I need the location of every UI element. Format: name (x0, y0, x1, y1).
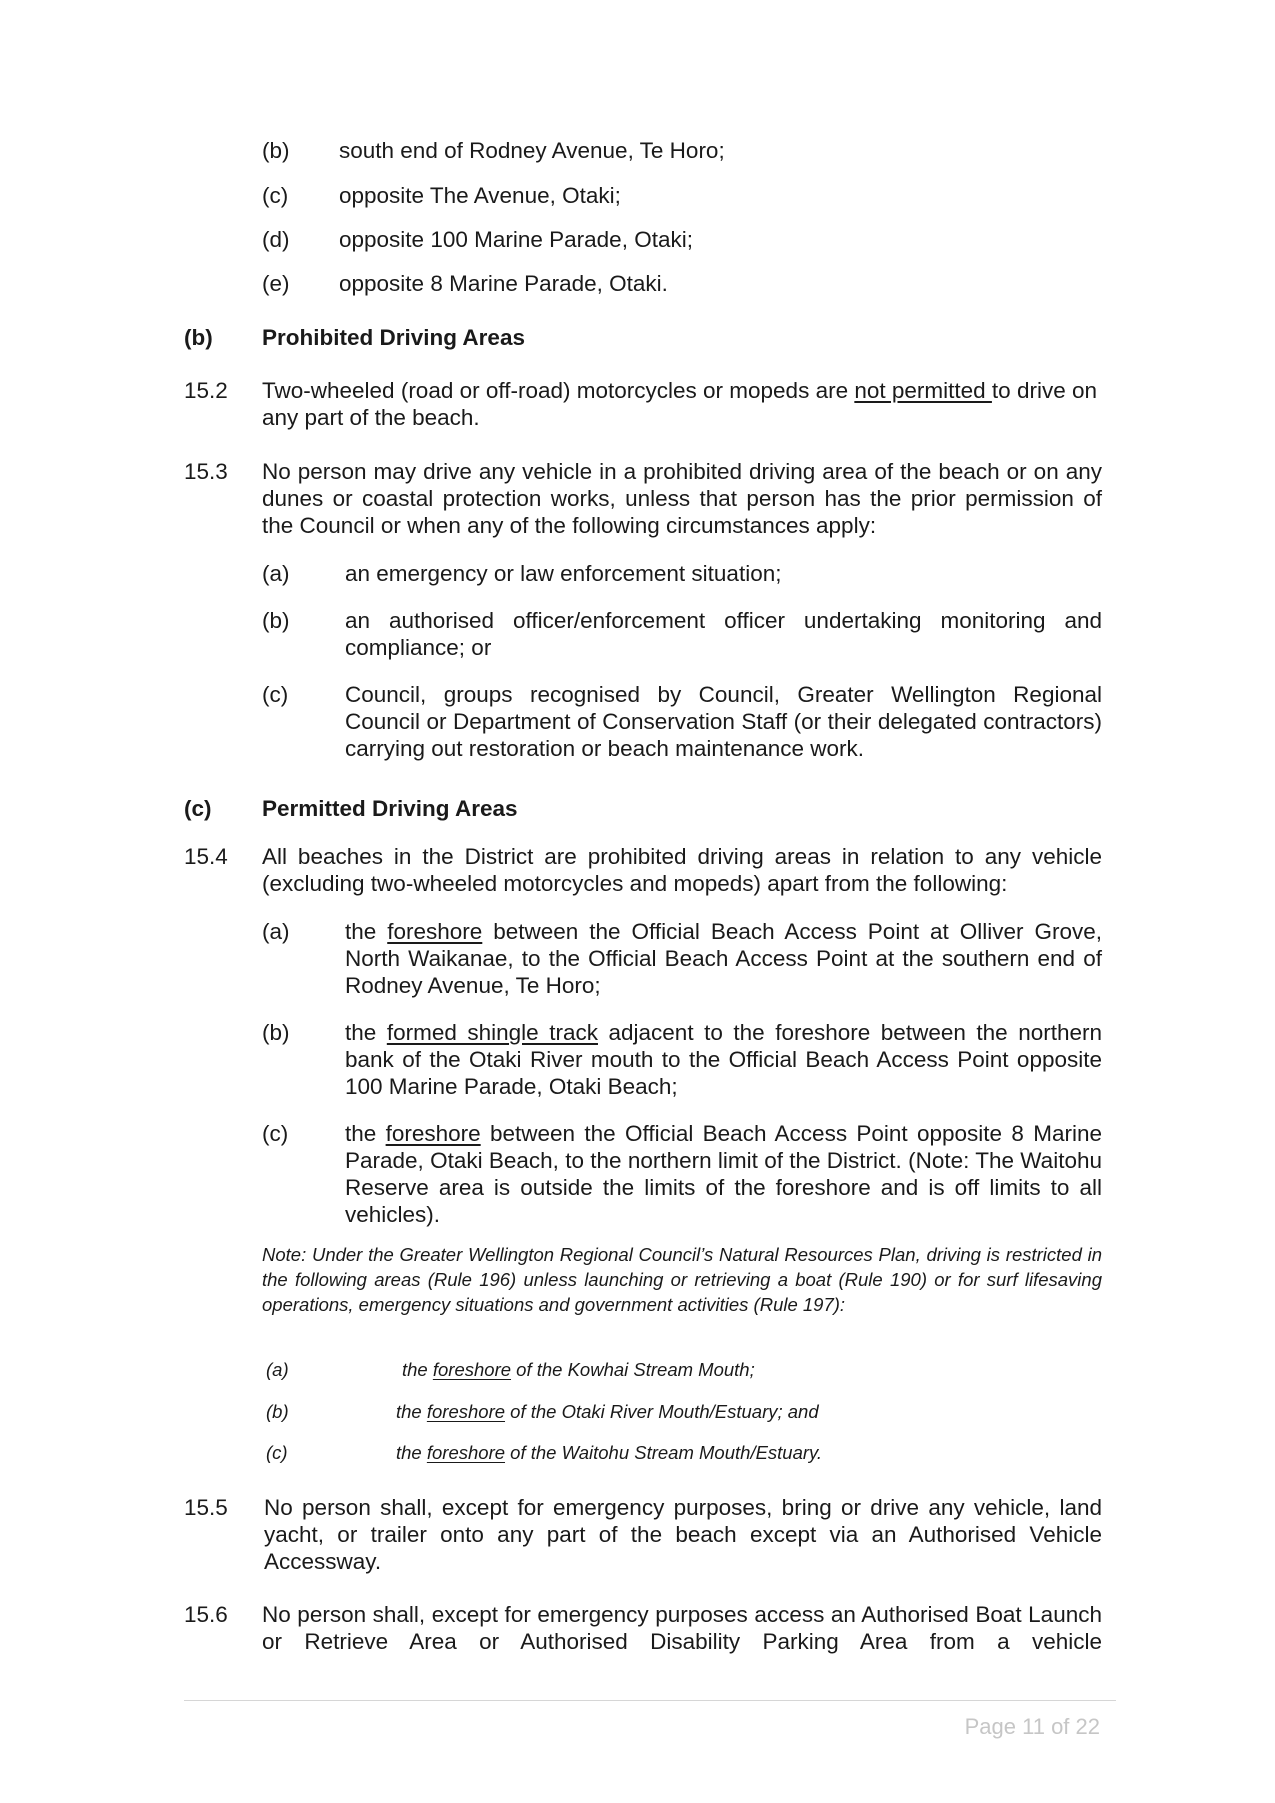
section-heading: Prohibited Driving Areas (262, 325, 525, 350)
list-label: (c) (262, 1121, 289, 1146)
clause-text: Two-wheeled (road or off-road) motorcycles or mopeds are not permitted to drive on any part of the beach. (262, 378, 1097, 430)
list-label: (e) (262, 271, 290, 296)
clause-number: 15.3 (184, 459, 228, 484)
note-text: Note: Under the Greater Wellington Regional Council’s Natural Resources Plan, driving is restricted in the following areas (Rule 196) unless launching or retrieving a boat (Rule 190) or for surf lifesaving operations, emergency situations and government activities (Rule 197): (262, 1244, 1102, 1315)
note-list-item: the foreshore of the Waitohu Stream Mouth/Estuary. (396, 1442, 823, 1463)
clause-number: 15.4 (184, 844, 228, 869)
section-label: (c) (184, 796, 212, 821)
section-heading: Permitted Driving Areas (262, 796, 518, 821)
list-item-text: opposite 100 Marine Parade, Otaki; (339, 227, 693, 252)
list-item-text: opposite 8 Marine Parade, Otaki. (339, 271, 668, 296)
list-label: (d) (262, 227, 290, 252)
page-number: Page 11 of 22 (964, 1714, 1100, 1739)
list-item-text: the formed shingle track adjacent to the foreshore between the northern bank of the Otaki River mouth to the Official Beach Access Point opposite 100 Marine Parade, Otaki Beach; (345, 1020, 1102, 1099)
section-label: (b) (184, 325, 213, 350)
list-label: (a) (262, 919, 290, 944)
list-label: (b) (262, 138, 290, 163)
footer-divider (184, 1700, 1116, 1701)
note-list-label: (b) (266, 1401, 289, 1422)
list-item-text: an authorised officer/enforcement officer undertaking monitoring and compliance; or (345, 608, 1102, 660)
list-label: (c) (262, 682, 289, 707)
list-item-text: opposite The Avenue, Otaki; (339, 183, 621, 208)
clause-number: 15.6 (184, 1602, 228, 1627)
list-item-text: Council, groups recognised by Council, Greater Wellington Regional Council or Department of Conservation Staff (or their delegated contractors) carrying out restoration or beach maintenance work. (345, 682, 1102, 761)
list-label: (b) (262, 608, 290, 633)
clause-text: No person shall, except for emergency purposes access an Authorised Boat Launch or Retrieve Area or Authorised Disability Parking Area from a vehicle (262, 1602, 1102, 1654)
clause-text: No person may drive any vehicle in a prohibited driving area of the beach or on any dunes or coastal protection works, unless that person has the prior permission of the Council or when any of the following circumstances apply: (262, 459, 1102, 538)
list-label: (b) (262, 1020, 290, 1045)
note-list-label: (a) (266, 1359, 289, 1380)
list-item-text: the foreshore between the Official Beach Access Point opposite 8 Marine Parade, Otaki Beach, to the northern limit of the District. (Note: The Waitohu Reserve area is outside the limits of the foreshore and is off limits to all vehicles). (345, 1121, 1102, 1227)
note-list-item: the foreshore of the Kowhai Stream Mouth; (402, 1359, 755, 1380)
list-item-text: the foreshore between the Official Beach Access Point at Olliver Grove, North Waikanae, to the Official Beach Access Point at the southern end of Rodney Avenue, Te Horo; (345, 919, 1102, 998)
note-list-label: (c) (266, 1442, 288, 1463)
list-item-text: an emergency or law enforcement situation; (345, 561, 782, 586)
clause-number: 15.5 (184, 1495, 228, 1520)
list-label: (a) (262, 561, 290, 586)
clause-text: No person shall, except for emergency purposes, bring or drive any vehicle, land yacht, or trailer onto any part of the beach except via an Authorised Vehicle Accessway. (264, 1495, 1102, 1574)
clause-number: 15.2 (184, 378, 228, 403)
note-list-item: the foreshore of the Otaki River Mouth/Estuary; and (396, 1401, 819, 1422)
list-item-text: south end of Rodney Avenue, Te Horo; (339, 138, 725, 163)
list-label: (c) (262, 183, 289, 208)
clause-text: All beaches in the District are prohibited driving areas in relation to any vehicle (excluding two-wheeled motorcycles and mopeds) apart from the following: (262, 844, 1102, 896)
